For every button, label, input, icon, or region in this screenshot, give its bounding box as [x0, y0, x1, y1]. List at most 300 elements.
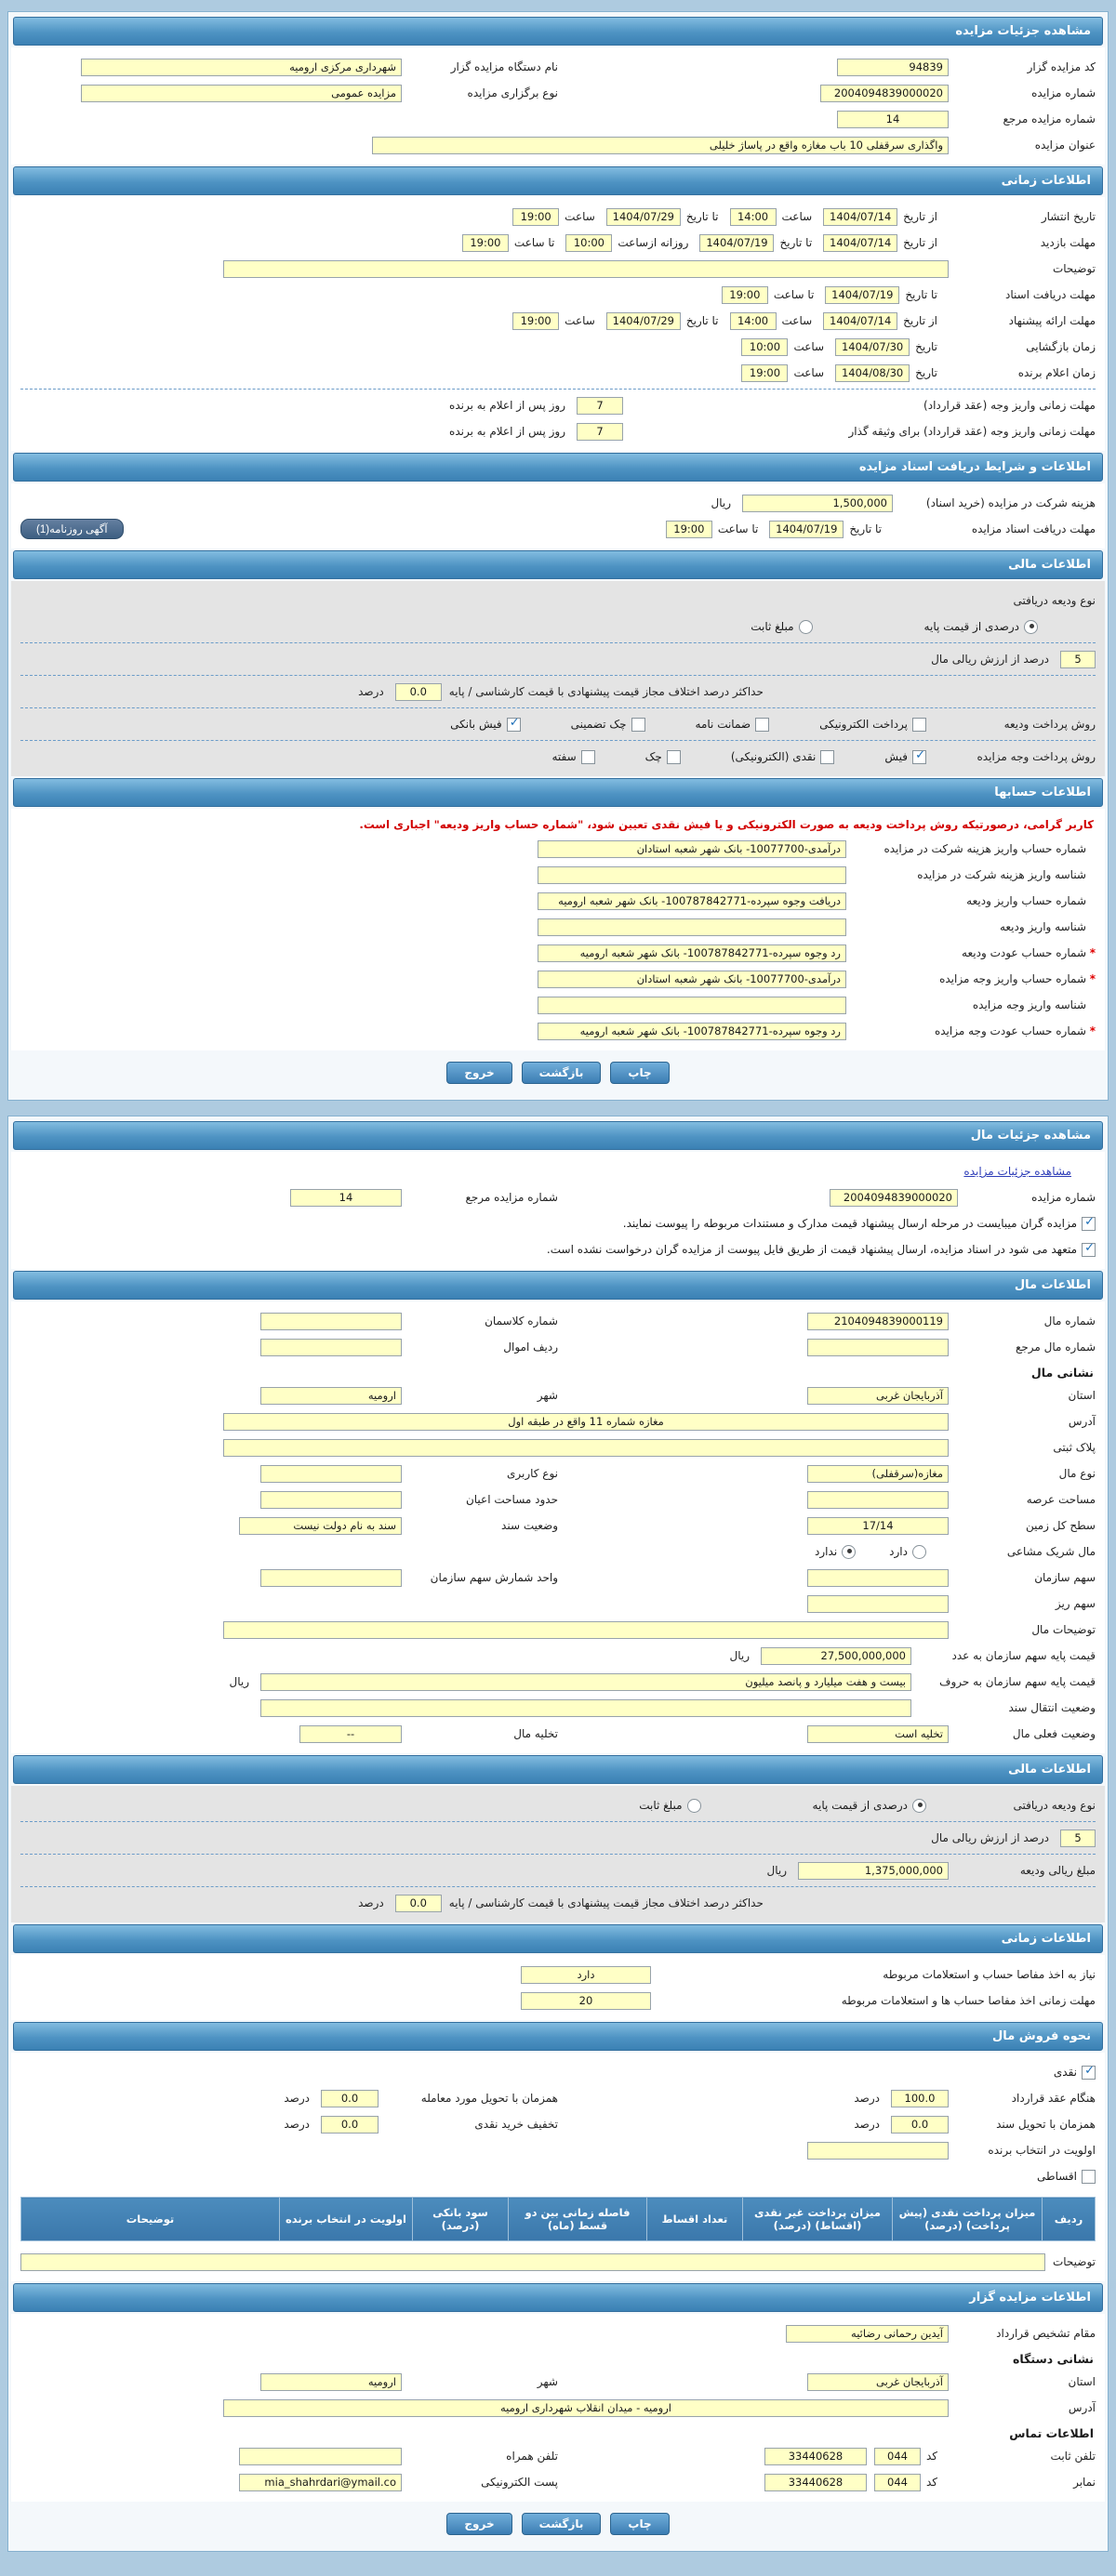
property-details-panel — [7, 1116, 1109, 2552]
account-field[interactable]: درآمدی-10077700- بانک شهر شعبه استادان — [538, 840, 846, 858]
required-star: * — [1089, 972, 1096, 985]
panel2-buttons — [11, 2502, 1105, 2548]
clearance-field[interactable]: دارد — [521, 1966, 651, 1984]
property-number-row — [20, 1308, 1096, 1334]
newspaper-ad-button[interactable]: آگهی روزنامه(1) — [20, 519, 124, 539]
total-land-label: سطح کل زمین — [1025, 1519, 1096, 1532]
current-status-label: وضعیت فعلی مال — [1012, 1727, 1096, 1740]
city-label: شهر — [537, 1389, 558, 1402]
docs-deadline-hour-field[interactable]: 19:00 — [666, 521, 712, 538]
base-price-words-row — [20, 1669, 1096, 1695]
pay-promissory-label: سفته — [551, 750, 577, 763]
days-after-winner-label: روز پس از اعلام به برنده — [449, 399, 565, 412]
winner-announce-label: زمان اعلام برنده — [1017, 366, 1096, 379]
method-guarantee-checkbox[interactable] — [755, 718, 769, 732]
col-installment-interval: فاصله زمانی بین دو قسط (ماه) — [509, 2198, 647, 2241]
dashed-divider — [20, 1821, 1096, 1822]
general-section — [11, 47, 1105, 165]
contract-percent-field[interactable]: 100.0 — [891, 2090, 949, 2107]
org-address-subheader: نشانی دستگاه — [1013, 2352, 1094, 2366]
dashed-divider — [20, 740, 1096, 741]
daily-from-hour-label: روزانه ازساعت — [618, 236, 689, 249]
property-financial-section — [11, 1786, 1105, 1922]
section-header-property-financial: اطلاعات مالی — [13, 1755, 1103, 1784]
land-area-field[interactable] — [807, 1491, 949, 1509]
p2-deposit-fixed-radio[interactable] — [687, 1799, 701, 1813]
percent-label: درصد — [284, 2092, 310, 2105]
date-label: تاریخ — [915, 340, 937, 353]
total-land-field[interactable]: 17/14 — [807, 1517, 949, 1535]
payment-deadline-guarantor-days-field[interactable]: 7 — [577, 423, 623, 441]
shared-hasnot-radio[interactable] — [842, 1545, 856, 1559]
p2-deposit-fixed-option — [639, 1799, 700, 1813]
deposit-percent-radio[interactable] — [1024, 620, 1038, 634]
share-unit-field[interactable] — [260, 1569, 402, 1587]
sale-notes-label: توضیحات — [1052, 2255, 1096, 2268]
deposit-percent-field[interactable]: 5 — [1060, 651, 1096, 668]
contract-percent-label: هنگام عقد قرارداد — [1011, 2092, 1096, 2105]
timing-section — [11, 197, 1105, 451]
account-row — [20, 836, 1096, 862]
method-guarantee-option — [696, 718, 770, 732]
attach-note-text: مزایده گران میبایست در مرحله ارسال پیشنهاد قیمت مدارک و مستندات مربوطه را پیوست نمایند. — [622, 1217, 1077, 1230]
col-cash-payment: میزان پرداخت نقدی (پیش پرداخت) (درصد) — [893, 2198, 1043, 2241]
p2-deposit-percent-field[interactable]: 5 — [1060, 1830, 1096, 1847]
property-notes-field[interactable] — [223, 1621, 949, 1639]
max-diff-field[interactable]: 0.0 — [395, 683, 442, 701]
from-date-label: از تاریخ — [903, 210, 937, 223]
pay-cash-checkbox[interactable] — [820, 750, 834, 764]
installment-label: اقساطی — [1037, 2170, 1077, 2183]
org-city-field[interactable]: ارومیه — [260, 2373, 402, 2391]
dashed-divider — [20, 389, 1096, 390]
p2-max-diff-field[interactable]: 0.0 — [395, 1895, 442, 1912]
rial-label: ریال — [766, 1864, 787, 1877]
plate-label: پلاک ثبتی — [1053, 1441, 1096, 1454]
method-bank-slip-label: فیش بانکی — [450, 718, 502, 731]
pay-slip-label: فیش — [884, 750, 908, 763]
pay-method-label: روش پرداخت وجه مزایده — [976, 750, 1096, 763]
account-row — [20, 992, 1096, 1018]
property-ref-label: شماره مال مرجع — [1015, 1341, 1096, 1354]
docs-deadline-date-field[interactable]: 1404/07/19 — [769, 521, 844, 538]
winner-priority-row — [20, 2137, 1096, 2163]
property-ref-row — [20, 1334, 1096, 1360]
offer-period-label: مهلت ارائه پیشنهاد — [1008, 314, 1096, 327]
base-price-words-label: قیمت پایه سهم سازمان به حروف — [939, 1675, 1096, 1688]
to-date-label: تا تاریخ — [905, 288, 937, 301]
deposit-amount-row — [20, 1857, 1096, 1883]
sale-percents-row-2 — [20, 2111, 1096, 2137]
building-area-label: حدود مساحت اعیان — [465, 1493, 558, 1506]
exit-button[interactable]: خروج — [446, 1062, 512, 1084]
shared-has-radio[interactable] — [912, 1545, 926, 1559]
participation-fee-field[interactable]: 1,500,000 — [742, 495, 893, 512]
page — [7, 0, 1109, 2576]
rial-label: ریال — [729, 1649, 750, 1662]
receive-docs-label: مهلت دریافت اسناد — [1004, 288, 1096, 301]
winner-announce-row — [20, 360, 1096, 386]
section-header-docs: اطلاعات و شرایط دریافت اسناد مزایده — [13, 453, 1103, 482]
delivery-percent-label: همزمان با تحویل مورد معامله — [420, 2092, 558, 2105]
property-class-field[interactable] — [260, 1313, 402, 1330]
account-field[interactable]: درآمدی-10077700- بانک شهر شعبه استادان — [538, 971, 846, 988]
receive-docs-date-field[interactable]: 1404/07/19 — [825, 286, 899, 304]
dashed-divider — [20, 1854, 1096, 1855]
deposit-method-row — [20, 711, 1096, 737]
payment-deadline-row — [20, 392, 1096, 418]
delivery-percent-field[interactable]: 0.0 — [321, 2090, 379, 2107]
org-share-row — [20, 1565, 1096, 1591]
financial-section — [11, 581, 1105, 776]
section-header-accounts: اطلاعات حسابها — [13, 778, 1103, 807]
address-label: آدرس — [1068, 1415, 1096, 1428]
property-address-subheader: نشانی مال — [1030, 1366, 1094, 1380]
p2-deposit-percent-row — [20, 1825, 1096, 1851]
method-epay-option — [819, 718, 926, 732]
opening-time-label: زمان بازگشایی — [1026, 340, 1096, 353]
docs-section — [11, 483, 1105, 548]
pay-slip-checkbox[interactable] — [912, 750, 926, 764]
opening-time-row — [20, 334, 1096, 360]
timing-notes-label: توضیحات — [1052, 262, 1096, 275]
winner-hour-field[interactable]: 19:00 — [741, 364, 788, 382]
account-row — [20, 966, 1096, 992]
auction-title-row — [20, 132, 1096, 158]
property-type-field[interactable]: مغازه(سرقفلی) — [807, 1465, 949, 1483]
date-label: تاریخ — [915, 366, 937, 379]
pay-promissory-checkbox[interactable] — [581, 750, 595, 764]
receive-docs-hour-field[interactable]: 19:00 — [722, 286, 768, 304]
sub-share-field[interactable] — [807, 1595, 949, 1613]
deposit-percent-option-label: درصدی از قیمت پایه — [923, 620, 1019, 633]
pay-check-option — [645, 750, 681, 764]
auctioneer-code-field[interactable]: 94839 — [837, 59, 949, 76]
clearance-period-field[interactable]: 20 — [521, 1992, 651, 2010]
auction-ref-row — [20, 106, 1096, 132]
deed-transfer-row — [20, 1695, 1096, 1721]
hour-label: ساعت — [781, 210, 813, 223]
method-bank-slip-checkbox[interactable] — [507, 718, 521, 732]
p2-deposit-percent-radio[interactable] — [912, 1799, 926, 1813]
pay-cash-label: نقدی (الکترونیکی) — [730, 750, 817, 763]
deposit-percent-suffix: درصد از ارزش ریالی مال — [931, 653, 1049, 666]
participation-fee-row — [20, 490, 1096, 516]
back-button[interactable]: بازگشت — [522, 2513, 602, 2535]
base-price-field[interactable]: 27,500,000,000 — [761, 1647, 911, 1665]
visit-period-row — [20, 230, 1096, 256]
commit-note-checkbox[interactable] — [1082, 1243, 1096, 1257]
exit-button[interactable]: خروج — [446, 2513, 512, 2535]
opening-date-field[interactable]: 1404/07/30 — [835, 338, 910, 356]
offer-from-hour-field[interactable]: 14:00 — [730, 312, 777, 330]
p2-max-diff-row — [20, 1890, 1096, 1916]
share-unit-label: واحد شمارش سهم سازمان — [430, 1571, 558, 1584]
offer-to-date-field[interactable]: 1404/07/29 — [606, 312, 681, 330]
property-auction-ref-field[interactable]: 14 — [290, 1189, 402, 1207]
email-label: پست الکترونیکی — [481, 2476, 558, 2489]
to-date-label: تا تاریخ — [849, 522, 882, 535]
account-label: شناسه واریز وجه مزایده — [972, 998, 1086, 1011]
percent-label: درصد — [358, 1896, 384, 1909]
publish-to-hour-field[interactable]: 19:00 — [512, 208, 559, 226]
account-label: شناسه واریز ودیعه — [999, 920, 1086, 933]
auction-number-row — [20, 80, 1096, 106]
print-button[interactable]: چاپ — [610, 1062, 669, 1084]
building-area-field[interactable] — [260, 1491, 402, 1509]
cash-sale-checkbox[interactable] — [1082, 2066, 1096, 2080]
cash-sale-label: نقدی — [1053, 2066, 1077, 2079]
auction-details-panel — [7, 11, 1109, 1101]
offer-from-date-field[interactable]: 1404/07/14 — [823, 312, 897, 330]
pay-cash-option — [731, 750, 835, 764]
p2-deposit-fixed-label: مبلغ ثابت — [639, 1799, 683, 1812]
rial-label: ریال — [711, 496, 731, 509]
receive-docs-row — [20, 282, 1096, 308]
timing-notes-field[interactable] — [223, 260, 949, 278]
print-button[interactable]: چاپ — [610, 2513, 669, 2535]
method-secured-check-checkbox[interactable] — [631, 718, 645, 732]
shared-hasnot-option — [815, 1545, 856, 1559]
authority-row — [20, 2320, 1096, 2346]
required-star: * — [1089, 1024, 1096, 1037]
p2-deposit-percent-label: درصدی از قیمت پایه — [812, 1799, 908, 1812]
email-field[interactable]: mia_shahrdari@ymail.co — [239, 2474, 402, 2491]
col-bank-interest: سود بانکی (درصد) — [413, 2198, 509, 2241]
winner-date-field[interactable]: 1404/08/30 — [835, 364, 910, 382]
deposit-percent-row — [20, 646, 1096, 672]
visit-period-label: مهلت بازدید — [1040, 236, 1096, 249]
commit-note-row — [20, 1236, 1096, 1262]
clearance-period-row — [20, 1988, 1096, 2014]
cash-discount-field[interactable]: 0.0 — [321, 2116, 379, 2133]
visit-daily-from-field[interactable]: 10:00 — [565, 234, 612, 252]
assets-row-label: ردیف اموال — [503, 1341, 558, 1354]
property-number-field[interactable]: 2104094839000119 — [807, 1313, 949, 1330]
deed-percent-field[interactable]: 0.0 — [891, 2116, 949, 2133]
property-auction-number-field[interactable]: 2004094839000020 — [830, 1189, 958, 1207]
col-notes: توضیحات — [21, 2198, 280, 2241]
shared-ownership-row — [20, 1539, 1096, 1565]
sale-notes-row — [20, 2249, 1096, 2275]
payment-deadline-label: مهلت زمانی واریز وجه (عقد قرارداد) — [923, 399, 1096, 412]
section-header-auction-details: مشاهده جزئیات مزایده — [13, 17, 1103, 46]
fax-code-field[interactable]: 044 — [874, 2474, 921, 2491]
percent-label: درصد — [284, 2118, 310, 2131]
deposit-fixed-option-label: مبلغ ثابت — [751, 620, 794, 633]
percent-label: درصد — [854, 2118, 880, 2131]
account-row — [20, 940, 1096, 966]
evacuation-field[interactable]: -- — [299, 1725, 402, 1743]
publish-from-hour-field[interactable]: 14:00 — [730, 208, 777, 226]
evacuation-label: تخلیه مال — [513, 1727, 558, 1740]
province-field[interactable]: آذربایجان غربی — [807, 1387, 949, 1405]
col-row-number: ردیف — [1043, 2198, 1096, 2241]
pay-promissory-option — [551, 750, 594, 764]
publish-date-row — [20, 204, 1096, 230]
payment-deadline-days-field[interactable]: 7 — [577, 397, 623, 415]
org-province-field[interactable]: آذربایجان غربی — [807, 2373, 949, 2391]
base-price-words-field[interactable]: بیست و هفت میلیارد و پانصد میلیون — [260, 1673, 911, 1691]
auctioneer-code-label: کد مزایده گزار — [1027, 60, 1096, 73]
property-ref-field[interactable] — [807, 1339, 949, 1356]
fax-field[interactable]: 33440628 — [764, 2474, 867, 2491]
payment-deadline-guarantor-label: مهلت زمانی واریز وجه (عقد قرارداد) برای وثیقه گذار — [848, 425, 1096, 438]
auction-ref-label: شماره مزایده مرجع — [1003, 112, 1096, 125]
auctioneer-org-field[interactable]: شهرداری مرکزی ارومیه — [81, 59, 402, 76]
usage-type-label: نوع کاربری — [506, 1467, 558, 1480]
p2-max-diff-label: حداکثر درصد اختلاف مجاز قیمت پیشنهادی با قیمت کارشناسی / پایه — [448, 1896, 764, 1909]
visit-to-date-field[interactable]: 1404/07/19 — [699, 234, 774, 252]
deposit-amount-label: مبلغ ریالی ودیعه — [1019, 1864, 1096, 1877]
province-label: استان — [1068, 1389, 1096, 1402]
account-field[interactable]: رد وجوه سپرده-100787842771- بانک شهر شعبه ارومیه — [538, 945, 846, 962]
payment-deadline-guarantor-row — [20, 418, 1096, 444]
publish-date-label: تاریخ انتشار — [1041, 210, 1096, 223]
method-secured-check-label: چک تضمینی — [570, 718, 627, 731]
account-label: شناسه واریز هزینه شرکت در مزایده — [917, 868, 1086, 881]
shared-ownership-label: مال شریک مشاعی — [1006, 1545, 1096, 1558]
publish-to-date-field[interactable]: 1404/07/29 — [606, 208, 681, 226]
pay-check-checkbox[interactable] — [667, 750, 681, 764]
city-field[interactable]: ارومیه — [260, 1387, 402, 1405]
offer-to-hour-field[interactable]: 19:00 — [512, 312, 559, 330]
auction-ref-field[interactable]: 14 — [837, 111, 949, 128]
section-header-sale: نحوه فروش مال — [13, 2022, 1103, 2051]
property-class-label: شماره کلاسمان — [485, 1314, 558, 1328]
deposit-amount-field[interactable]: 1,375,000,000 — [798, 1862, 949, 1880]
property-type-row — [20, 1460, 1096, 1486]
address-field[interactable]: مغازه شماره 11 واقع در طبقه اول — [223, 1413, 949, 1431]
opening-hour-field[interactable]: 10:00 — [741, 338, 788, 356]
phone-code-field[interactable]: 044 — [874, 2448, 921, 2465]
winner-priority-label: اولویت در انتخاب برنده — [988, 2144, 1096, 2157]
contact-info-subheader: اطلاعات تماس — [1009, 2426, 1094, 2440]
publish-from-date-field[interactable]: 1404/07/14 — [823, 208, 897, 226]
current-status-row — [20, 1721, 1096, 1747]
deed-transfer-field[interactable] — [260, 1699, 911, 1717]
section-header-bidder-info: اطلاعات مزایده گزار — [13, 2283, 1103, 2312]
from-date-label: از تاریخ — [903, 314, 937, 327]
mobile-field[interactable] — [239, 2448, 402, 2465]
property-number-label: شماره مال — [1043, 1314, 1096, 1328]
max-diff-label: حداکثر درصد اختلاف مجاز قیمت پیشنهادی با قیمت کارشناسی / پایه — [448, 685, 764, 698]
assets-row-field[interactable] — [260, 1339, 402, 1356]
timing-notes-row — [20, 256, 1096, 282]
hour-label: ساعت — [565, 210, 595, 223]
fax-label: نمابر — [1073, 2476, 1096, 2489]
phone-field[interactable]: 33440628 — [764, 2448, 867, 2465]
sale-notes-field[interactable] — [20, 2253, 1045, 2271]
visit-daily-to-field[interactable]: 19:00 — [462, 234, 509, 252]
hour-label: ساعت — [781, 314, 813, 327]
deposit-type-row — [20, 588, 1096, 614]
back-button[interactable]: بازگشت — [522, 1062, 602, 1084]
visit-from-date-field[interactable]: 1404/07/14 — [823, 234, 897, 252]
property-area-row — [20, 1486, 1096, 1513]
sale-percents-row-1 — [20, 2085, 1096, 2111]
area-code-label: کد — [925, 2450, 937, 2463]
account-row — [20, 862, 1096, 888]
panel1-buttons — [11, 1050, 1105, 1097]
accounts-section — [11, 809, 1105, 1050]
property-notes-label: توضیحات مال — [1031, 1623, 1096, 1636]
pay-slip-option — [884, 750, 926, 764]
section-header-financial: اطلاعات مالی — [13, 550, 1103, 579]
plate-field[interactable] — [223, 1439, 949, 1457]
auction-type-field[interactable]: مزایده عمومی — [81, 85, 402, 102]
deed-percent-label: همزمان با تحویل سند — [996, 2118, 1096, 2131]
org-address-field[interactable]: ارومیه - میدان انقلاب شهرداری ارومیه — [223, 2399, 949, 2417]
deed-status-label: وضعیت سند — [501, 1519, 558, 1532]
account-field[interactable] — [538, 866, 846, 884]
auction-details-link-row — [20, 1158, 1096, 1184]
attach-note-checkbox[interactable] — [1082, 1217, 1096, 1231]
deposit-fixed-option — [751, 620, 812, 634]
auction-title-field[interactable]: واگذاری سرقفلی 10 باب مغازه واقع در پاساژ خلیلی — [372, 137, 949, 154]
hour-label: ساعت — [793, 340, 825, 353]
authority-field[interactable]: آیدین رحمانی رضائیه — [786, 2325, 949, 2343]
account-field[interactable]: رد وجوه سپرده-100787842771- بانک شهر شعبه ارومیه — [538, 1023, 846, 1040]
offer-period-row — [20, 308, 1096, 334]
installment-checkbox[interactable] — [1082, 2170, 1096, 2184]
property-auction-number-label: شماره مزایده — [1031, 1191, 1096, 1204]
shared-hasnot-label: ندارد — [815, 1545, 838, 1558]
current-status-field[interactable]: تخلیه است — [807, 1725, 949, 1743]
col-noncash-payment: میزان پرداخت غیر نقدی (اقساط) (درصد) — [743, 2198, 893, 2241]
docs-deadline-row — [20, 516, 1096, 542]
account-field[interactable] — [538, 918, 846, 936]
account-label: شماره حساب واریز هزینه شرکت در مزایده — [884, 842, 1086, 855]
attach-note-row — [20, 1210, 1096, 1236]
section-header-property-timing: اطلاعات زمانی — [13, 1924, 1103, 1953]
hour-label: ساعت — [793, 366, 825, 379]
org-share-field[interactable] — [807, 1569, 949, 1587]
p2-deposit-percent-suffix: درصد از ارزش ریالی مال — [931, 1831, 1049, 1844]
shared-has-option — [889, 1545, 926, 1559]
days-after-winner-label: روز پس از اعلام به برنده — [449, 425, 565, 438]
clearance-row — [20, 1962, 1096, 1988]
account-row — [20, 914, 1096, 940]
account-field[interactable] — [538, 997, 846, 1014]
usage-type-field[interactable] — [260, 1465, 402, 1483]
deposit-fixed-radio[interactable] — [799, 620, 813, 634]
sale-section — [11, 2053, 1105, 2281]
property-auction-number-row — [20, 1184, 1096, 1210]
section-header-property-details: مشاهده جزئیات مال — [13, 1121, 1103, 1150]
auction-number-label: شماره مزایده — [1031, 86, 1096, 99]
winner-priority-field[interactable] — [807, 2142, 949, 2160]
cash-discount-label: تخفیف خرید نقدی — [474, 2118, 558, 2131]
accounts-notice: کاربر گرامی، درصورتیکه روش پرداخت ودیعه به صورت الکترونیکی و یا فیش نقدی تعیین شود، "شماره حساب واریز ودیعه" اجباری است. — [359, 818, 1094, 831]
auction-number-field[interactable]: 2004094839000020 — [820, 85, 949, 102]
method-epay-checkbox[interactable] — [912, 718, 926, 732]
max-diff-row — [20, 679, 1096, 705]
to-hour-label: تا ساعت — [513, 236, 555, 249]
account-label: شماره حساب واریز وجه مزایده — [939, 972, 1086, 985]
property-auction-ref-label: شماره مزایده مرجع — [465, 1191, 558, 1204]
deed-status-field[interactable]: سند به نام دولت نیست — [239, 1517, 402, 1535]
account-field[interactable]: دریافت وجوه سپرده-100787842771- بانک شهر شعبه ارومیه — [538, 892, 846, 910]
shared-has-label: دارد — [889, 1545, 908, 1558]
base-price-row — [20, 1643, 1096, 1669]
property-timing-section — [11, 1955, 1105, 2020]
property-address-row — [20, 1408, 1096, 1434]
mobile-label: تلفن همراه — [506, 2450, 558, 2463]
auction-details-link[interactable]: مشاهده جزئیات مزایده — [963, 1165, 1071, 1178]
participation-fee-label: هزینه شرکت در مزایده (خرید اسناد) — [925, 496, 1096, 509]
account-label: شماره حساب واریز ودیعه — [966, 894, 1086, 907]
